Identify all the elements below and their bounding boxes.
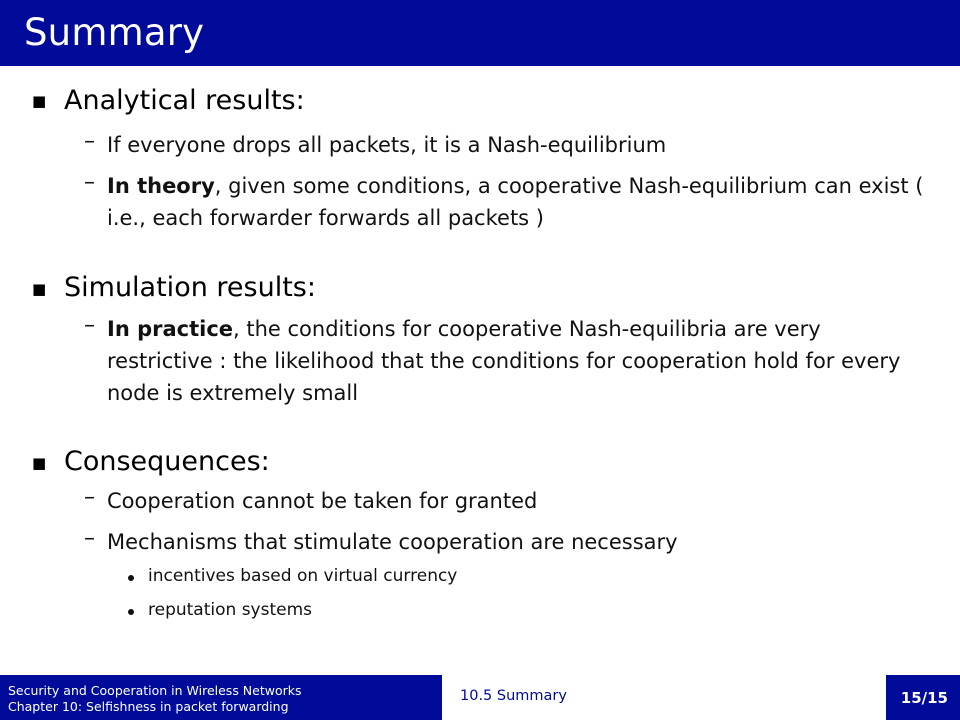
dash-bullet-icon: – (84, 313, 95, 338)
dot-bullet-icon (128, 609, 134, 615)
sub-list-item: incentives based on virtual currency (148, 566, 458, 586)
item-text: Mechanisms that stimulate cooperation are necessary (107, 530, 678, 554)
item-text: Cooperation cannot be taken for granted (107, 489, 538, 513)
section-heading-simulation: Simulation results: (64, 272, 316, 303)
section-heading-consequences: Consequences: (64, 446, 270, 477)
footer-section-label: 10.5 Summary (460, 688, 567, 704)
footer-course-info (8, 683, 302, 715)
title-bar (0, 0, 960, 66)
item-text: If everyone drops all packets, it is a Nash-equilibrium (107, 133, 667, 157)
footer-line1: Security and Cooperation in Wireless Networks (8, 683, 302, 698)
list-item (107, 485, 927, 517)
dot-bullet-icon (128, 575, 134, 581)
footer-bar (0, 675, 960, 720)
list-item (107, 313, 927, 409)
item-text: , given some conditions, a cooperative Nash-equilibrium can exist ( i.e., each forwarder forwards all packets ) (107, 174, 924, 230)
dash-bullet-icon: – (84, 170, 95, 195)
list-item (107, 526, 927, 558)
item-bold: In theory (107, 174, 215, 198)
dash-bullet-icon: – (84, 526, 95, 551)
section-heading-analytical: Analytical results: (64, 85, 305, 116)
dash-bullet-icon: – (84, 485, 95, 510)
slide-title: Summary (24, 11, 205, 54)
dash-bullet-icon: – (84, 129, 95, 154)
sub-list-item: reputation systems (148, 600, 313, 620)
square-bullet-icon: ■ (32, 92, 47, 110)
list-item (107, 129, 927, 161)
square-bullet-icon: ■ (32, 454, 47, 472)
item-text: , the conditions for cooperative Nash-equilibria are very restrictive : the likelihood that the conditions for cooperation hold for every node is extremely small (107, 317, 901, 405)
item-bold: In practice (107, 317, 234, 341)
square-bullet-icon: ■ (32, 280, 47, 298)
page-number: 15/15 (900, 689, 948, 707)
list-item (107, 170, 927, 234)
footer-line2: Chapter 10: Selfishness in packet forwarding (8, 699, 289, 714)
